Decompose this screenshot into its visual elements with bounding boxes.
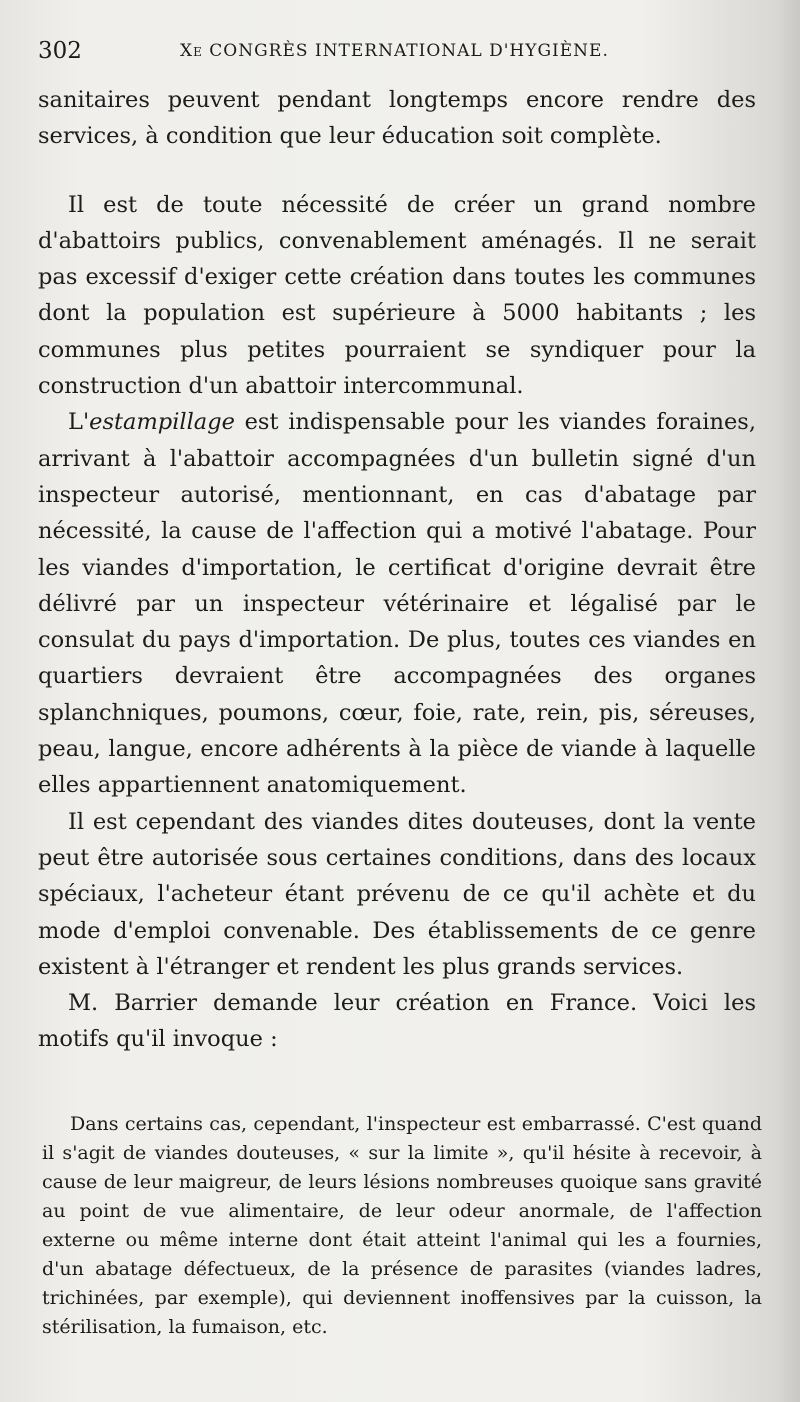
paragraph-estampillage-prefix: L' <box>68 409 90 436</box>
paragraph-viandes-douteuses: Il est cependant des viandes dites douteuses, dont la vente peut être autorisée sous certaines conditions, dans des locaux spéciaux, l'acheteur étant prévenu de ce qu'il achète et du mode d'emploi convenable. Des établissements de ce genre existent à l'étranger et rendent les plus grands services. <box>38 808 756 980</box>
italic-term: estampillage <box>89 409 235 436</box>
page-number: 302 <box>38 38 82 64</box>
running-title: Xe CONGRÈS INTERNATIONAL D'HYGIÈNE. <box>180 41 609 61</box>
paragraph-barrier: M. Barrier demande leur création en France. Voici les motifs qu'il invoque : <box>38 990 756 1053</box>
quoted-passage <box>42 1110 762 1342</box>
paragraph-estampillage-rest: est indispensable pour les viandes foraines, arrivant à l'abattoir accompagnées d'un bulletin signé d'un inspecteur autorisé, mentionnant, en cas d'abatage par nécessité, la cause de l'affection qui a motivé l'abatage. Pour les viandes d'importation, le certificat d'origine devrait être délivré par un inspecteur vétérinaire et légalisé par le consulat du pays d'importation. De plus, toutes ces viandes en quartiers devraient être accompagnées des organes splanchniques, poumons, cœur, foie, rate, rein, pis, séreuses, peau, langue, encore adhérents à la pièce de viande à laquelle elles appartiennent anatomiquement. <box>38 409 756 799</box>
paragraph-estampillage <box>38 404 756 803</box>
body-text <box>38 82 756 1058</box>
quote-text: Dans certains cas, cependant, l'inspecteur est embarrassé. C'est quand il s'agit de viandes douteuses, « sur la limite », qu'il hésite à recevoir, à cause de leur maigreur, de leurs lésions nombreuses quoique sans gravité au point de vue alimentaire, de leur odeur anormale, de l'affection externe ou même interne dont était atteint l'animal qui les a fournies, d'un abatage défectueux, de la présence de parasites (viandes ladres, trichinées, par exemple), qui deviennent inoffensives par la cuisson, la stérilisation, la fumaison, etc. <box>42 1113 762 1338</box>
paragraph-abattoirs: Il est de toute nécessité de créer un grand nombre d'abattoirs publics, convenablement aménagés. Il ne serait pas excessif d'exiger cette création dans toutes les communes dont la population est supérieure à 5000 habitants ; les communes plus petites pourraient se syndiquer pour la construction d'un abattoir intercommunal. <box>38 191 756 400</box>
page-header <box>38 38 738 70</box>
paragraph-continuation: sanitaires peuvent pendant longtemps encore rendre des services, à condition que leur éducation soit complète. <box>38 87 756 150</box>
